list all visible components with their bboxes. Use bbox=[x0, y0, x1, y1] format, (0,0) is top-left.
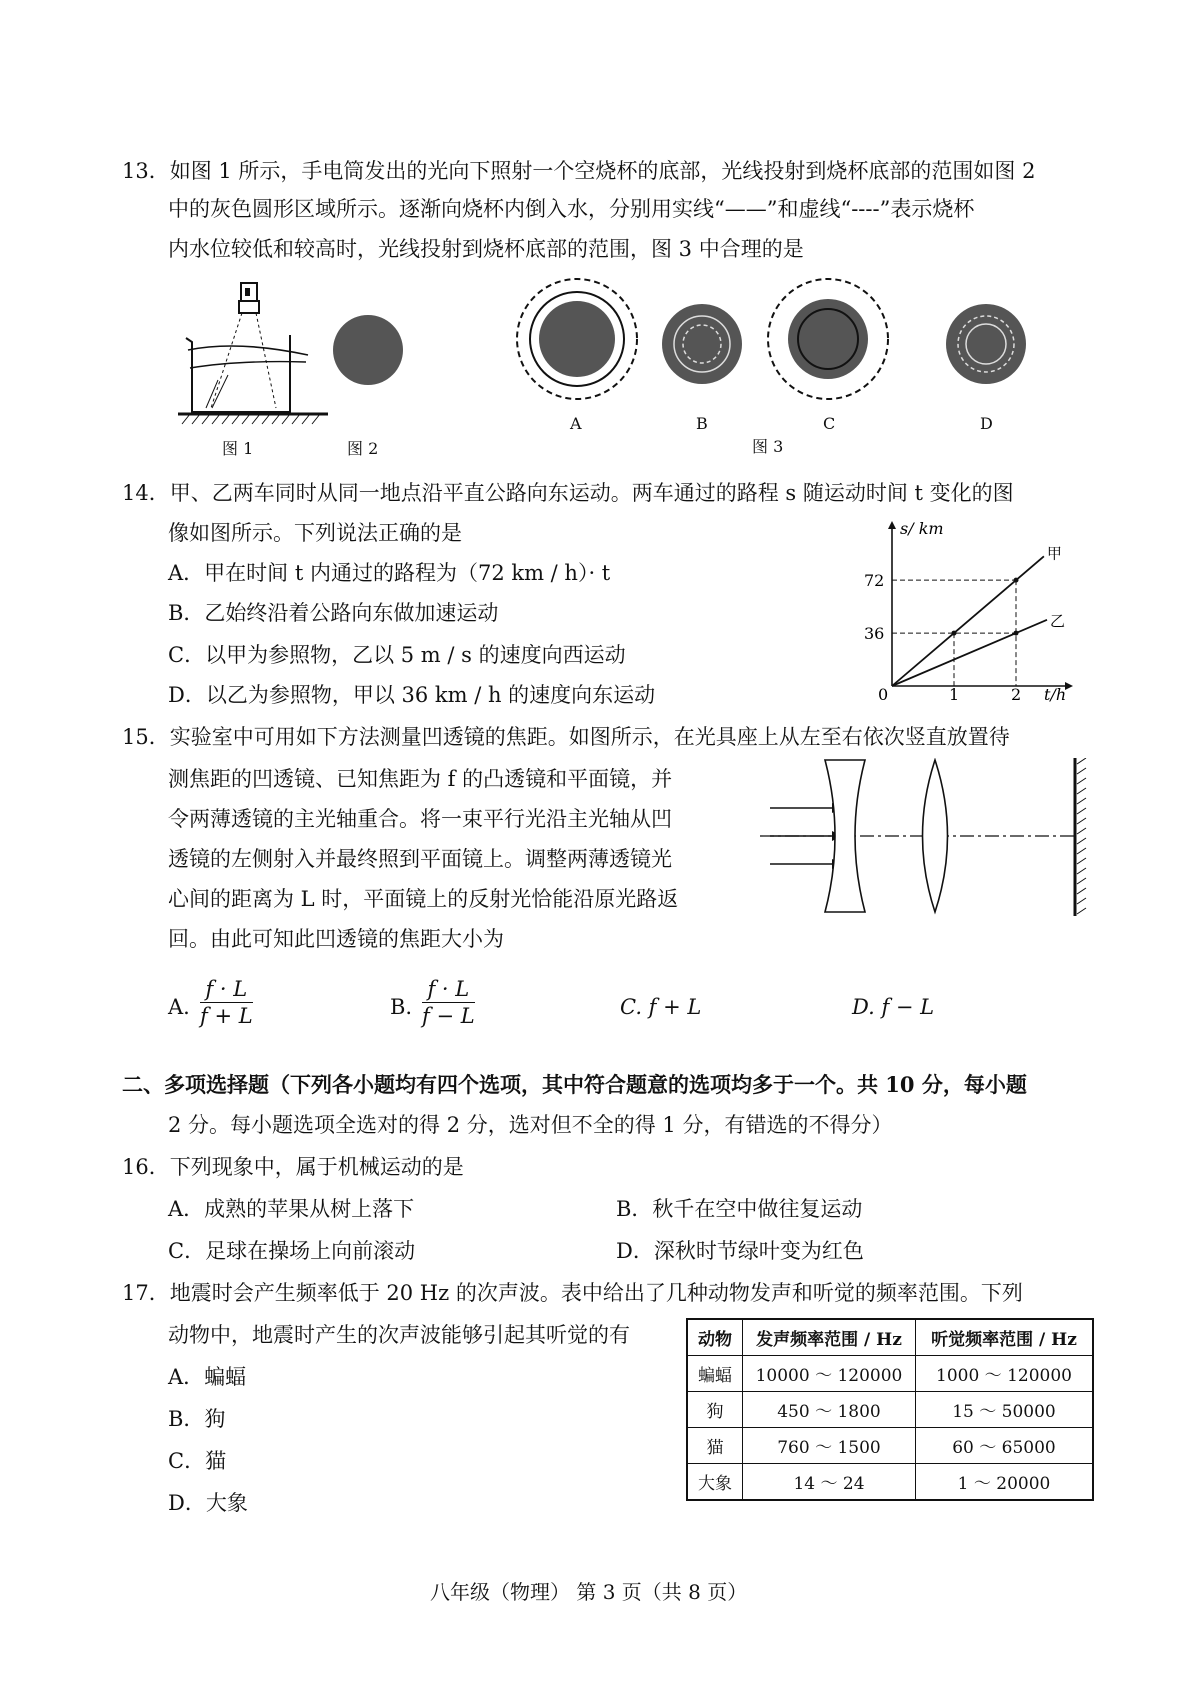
table-cell: 450 ～ 1800 bbox=[743, 1392, 916, 1428]
x-tick-label: 0 bbox=[878, 685, 889, 702]
q14-line-2: 像如图所示。下列说法正确的是 bbox=[168, 521, 462, 545]
q15-option-b-label: B. bbox=[390, 995, 413, 1019]
table-cell: 1 ～ 20000 bbox=[916, 1464, 1094, 1501]
table-cell: 60 ～ 65000 bbox=[916, 1428, 1094, 1464]
q14-option-a: A．甲在时间 t 内通过的路程为（72 km / h）· t bbox=[168, 561, 611, 585]
table-header: 听觉频率范围 / Hz bbox=[916, 1319, 1094, 1356]
x-axis-arrow bbox=[1065, 682, 1073, 690]
optics-bench-diagram bbox=[760, 758, 1090, 918]
table-cell: 760 ～ 1500 bbox=[743, 1428, 916, 1464]
beaker-flashlight-figure bbox=[178, 280, 328, 430]
distance-time-chart bbox=[862, 518, 1082, 702]
figure-1-caption: 图 1 bbox=[222, 439, 254, 458]
q16-option-b: B．秋千在空中做往复运动 bbox=[616, 1197, 863, 1221]
q17-option-a: A．蝙蝠 bbox=[168, 1365, 247, 1389]
data-point bbox=[1014, 578, 1019, 583]
q15-line-3: 令两薄透镜的主光轴重合。将一束平行光沿主光轴从凹 bbox=[168, 807, 672, 831]
q15-option-c: C. f + L bbox=[620, 995, 702, 1019]
q15-option-d: D. f − L bbox=[852, 995, 935, 1019]
option-a-label: A bbox=[570, 414, 582, 433]
table-cell: 猫 bbox=[687, 1428, 743, 1464]
table-cell: 14 ～ 24 bbox=[743, 1464, 916, 1501]
q17-option-b: B．狗 bbox=[168, 1407, 226, 1431]
q16-option-d: D．深秋时节绿叶变为红色 bbox=[616, 1239, 864, 1263]
q13-line-1: 13．如图 1 所示，手电筒发出的光向下照射一个空烧杯的底部，光线投射到烧杯底部的范围如图 2 bbox=[122, 159, 1036, 183]
figure-2-caption: 图 2 bbox=[347, 439, 379, 458]
x-tick-label: 2 bbox=[1011, 685, 1022, 702]
q13-line-3: 内水位较低和较高时，光线投射到烧杯底部的范围，图 3 中合理的是 bbox=[168, 237, 804, 261]
table-cell: 狗 bbox=[687, 1392, 743, 1428]
q15-option-a-fraction bbox=[200, 976, 253, 1029]
q14-option-c: C．以甲为参照物，乙以 5 m / s 的速度向西运动 bbox=[168, 643, 626, 667]
table-cell: 大象 bbox=[687, 1464, 743, 1501]
animal-frequency-table bbox=[686, 1318, 1094, 1501]
y-axis-label: s/ km bbox=[900, 519, 944, 538]
q15-option-b-denominator: f − L bbox=[422, 1004, 475, 1028]
q15-option-a-numerator: f · L bbox=[200, 976, 253, 1003]
q17-option-d: D．大象 bbox=[168, 1491, 248, 1515]
option-d-diagram bbox=[944, 302, 1028, 386]
figure-3-caption: 图 3 bbox=[752, 437, 784, 456]
data-point bbox=[1014, 631, 1019, 636]
q15-line-4: 透镜的左侧射入并最终照到平面镜上。调整两薄透镜光 bbox=[168, 847, 672, 871]
table-row bbox=[687, 1392, 1093, 1428]
table-row bbox=[687, 1356, 1093, 1392]
q16-option-c: C．足球在操场上向前滚动 bbox=[168, 1239, 416, 1263]
q15-line-6: 回。由此可知此凹透镜的焦距大小为 bbox=[168, 927, 504, 951]
series-label: 乙 bbox=[1050, 611, 1066, 630]
q15-option-a-denominator: f + L bbox=[200, 1004, 253, 1028]
table-header: 发声频率范围 / Hz bbox=[743, 1319, 916, 1356]
option-c-diagram bbox=[763, 274, 893, 404]
option-a-diagram bbox=[512, 274, 642, 404]
page-footer: 八年级（物理） 第 3 页（共 8 页） bbox=[430, 1580, 748, 1604]
table-row bbox=[687, 1464, 1093, 1501]
x-tick-label: 1 bbox=[949, 685, 960, 702]
table-cell: 15 ～ 50000 bbox=[916, 1392, 1094, 1428]
gray-disk-figure bbox=[330, 312, 406, 388]
q16-stem: 16．下列现象中，属于机械运动的是 bbox=[122, 1155, 464, 1179]
y-tick-label: 72 bbox=[864, 571, 885, 591]
q14-line-1: 14．甲、乙两车同时从同一地点沿平直公路向东运动。两车通过的路程 s 随运动时间 t 变化的图 bbox=[122, 481, 1014, 505]
y-tick-label: 36 bbox=[864, 624, 885, 644]
q14-option-b: B．乙始终沿着公路向东做加速运动 bbox=[168, 601, 499, 625]
option-b-diagram bbox=[660, 302, 744, 386]
table-header-row bbox=[687, 1319, 1093, 1356]
section-2-heading-line-2: 2 分。每小题选项全选对的得 2 分，选对但不全的得 1 分，有错选的不得分） bbox=[168, 1113, 893, 1137]
table-row bbox=[687, 1428, 1093, 1464]
q13-line-2: 中的灰色圆形区域所示。逐渐向烧杯内倒入水，分别用实线“——”和虚线“----”表示烧杯 bbox=[168, 197, 975, 221]
x-axis-label: t/h bbox=[1044, 685, 1067, 702]
option-d-label: D bbox=[980, 414, 993, 433]
y-axis-arrow bbox=[888, 521, 896, 529]
q17-line-1: 17．地震时会产生频率低于 20 Hz 的次声波。表中给出了几种动物发声和听觉的频率范围。下列 bbox=[122, 1281, 1023, 1305]
q15-line-1: 15．实验室中可用如下方法测量凹透镜的焦距。如图所示，在光具座上从左至右依次竖直放置待 bbox=[122, 725, 1010, 749]
table-cell: 1000 ～ 120000 bbox=[916, 1356, 1094, 1392]
q17-option-c: C．猫 bbox=[168, 1449, 227, 1473]
table-cell: 蝙蝠 bbox=[687, 1356, 743, 1392]
q15-option-b-fraction bbox=[422, 976, 475, 1029]
section-2-heading-line-1: 二、多项选择题（下列各小题均有四个选项，其中符合题意的选项均多于一个。共 10 分，每小题 bbox=[122, 1072, 1027, 1097]
series-line-jia bbox=[892, 556, 1044, 686]
data-point bbox=[952, 631, 957, 636]
series-line-yi bbox=[892, 620, 1047, 686]
option-b-label: B bbox=[696, 414, 708, 433]
series-label: 甲 bbox=[1046, 544, 1062, 563]
q14-option-d: D．以乙为参照物，甲以 36 km / h 的速度向东运动 bbox=[168, 683, 656, 707]
q15-option-a-label: A. bbox=[168, 995, 190, 1019]
option-c-label: C bbox=[823, 414, 836, 433]
q17-line-2: 动物中，地震时产生的次声波能够引起其听觉的有 bbox=[168, 1323, 630, 1347]
table-cell: 10000 ～ 120000 bbox=[743, 1356, 916, 1392]
q16-option-a: A．成熟的苹果从树上落下 bbox=[168, 1197, 415, 1221]
q15-line-5: 心间的距离为 L 时，平面镜上的反射光恰能沿原光路返 bbox=[168, 887, 679, 911]
table-header: 动物 bbox=[687, 1319, 743, 1356]
q15-option-b-numerator: f · L bbox=[422, 976, 475, 1003]
q15-line-2: 测焦距的凹透镜、已知焦距为 f 的凸透镜和平面镜，并 bbox=[168, 767, 673, 791]
